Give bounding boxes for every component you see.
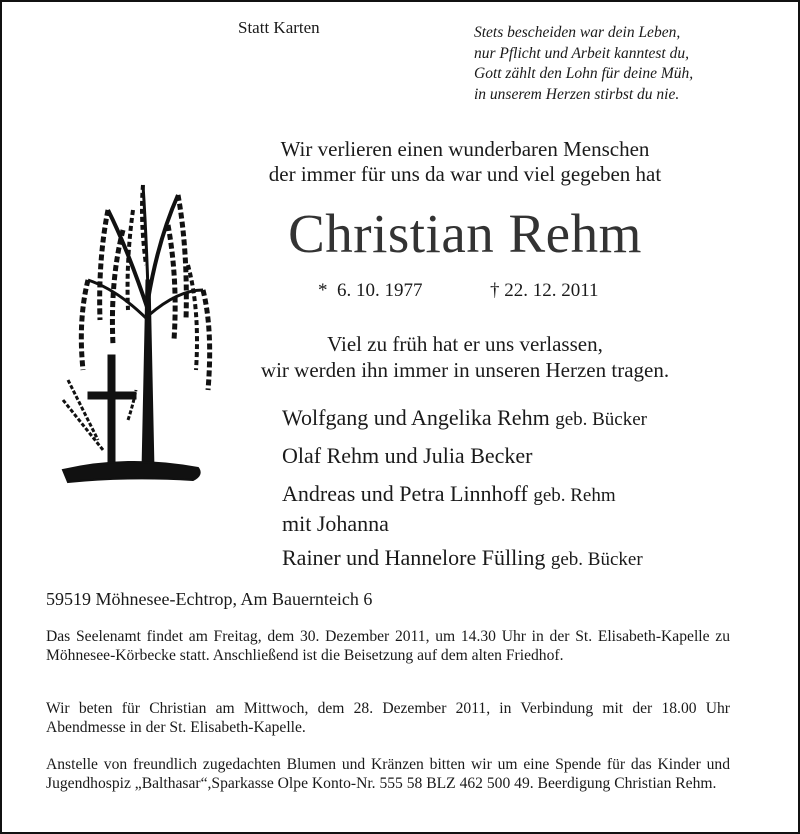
death-date-value: 22. 12. 2011 <box>504 280 599 301</box>
prayer-paragraph: Wir beten für Christian am Mittwoch, dem 28. Dezember 2011, in Verbindung mit der 18.00 Uhr Abendmesse in der St. Elisabeth-Kapelle. <box>46 700 730 736</box>
deceased-name: Christian Rehm <box>288 203 642 264</box>
poem <box>474 23 693 105</box>
birth-date <box>318 280 423 302</box>
family-member-suffix: geb. Bücker <box>550 549 643 570</box>
family-member-name: Andreas und Petra Linnhoff <box>282 481 528 506</box>
family-member-name: Rainer und Hannelore Fülling <box>282 545 546 570</box>
tribute-line: Viel zu früh hat er uns verlassen, <box>327 332 603 356</box>
family-member <box>282 442 647 480</box>
family-member-name: Wolfgang und Angelika Rehm <box>282 405 550 430</box>
service-paragraph: Das Seelenamt findet am Freitag, dem 30. Dezember 2011, um 14.30 Uhr in der St. Elisabeth-Kapelle zu Möhnesee-Körbecke statt. Anschließend ist die Beisetzung auf dem alten Friedhof. <box>46 628 730 664</box>
tribute-line: wir werden ihn immer in unseren Herzen tragen. <box>260 358 670 382</box>
family-member <box>282 544 647 582</box>
cross-icon: † <box>490 280 500 301</box>
poem-line: Stets bescheiden war dein Leben, <box>474 24 681 41</box>
statt-karten-label: Statt Karten <box>238 18 320 37</box>
family-member-suffix: geb. Bücker <box>555 409 647 430</box>
address: 59519 Möhnesee-Echtrop, Am Bauernteich 6 <box>46 589 373 609</box>
family-member-name: Olaf Rehm und Julia Becker <box>282 443 533 468</box>
intro-text <box>200 137 730 187</box>
family-list <box>282 404 647 582</box>
star-icon: * <box>318 280 328 301</box>
family-member <box>282 480 647 544</box>
poem-line: Gott zählt den Lohn für deine Müh, <box>474 65 694 82</box>
family-member <box>282 404 647 442</box>
tribute-text <box>200 331 730 383</box>
family-member-extra: mit Johanna <box>282 511 389 536</box>
death-date <box>490 280 599 302</box>
intro-line: Wir verlieren einen wunderbaren Menschen <box>280 137 650 161</box>
poem-line: nur Pflicht und Arbeit kanntest du, <box>474 44 689 62</box>
birth-date-value: 6. 10. 1977 <box>337 280 423 301</box>
intro-line: der immer für uns da war und viel gegeben hat <box>268 162 662 186</box>
poem-line: in unserem Herzen stirbst du nie. <box>474 85 680 103</box>
donation-paragraph: Anstelle von freundlich zugedachten Blumen und Kränzen bitten wir um eine Spende für das Kinder und Jugendhospiz „Balthasar“,Sparkasse Olpe Konto-Nr. 555 58 BLZ 462 500 49. Beerdigung Christian Rehm. <box>46 756 730 792</box>
family-member-suffix: geb. Rehm <box>533 485 616 506</box>
